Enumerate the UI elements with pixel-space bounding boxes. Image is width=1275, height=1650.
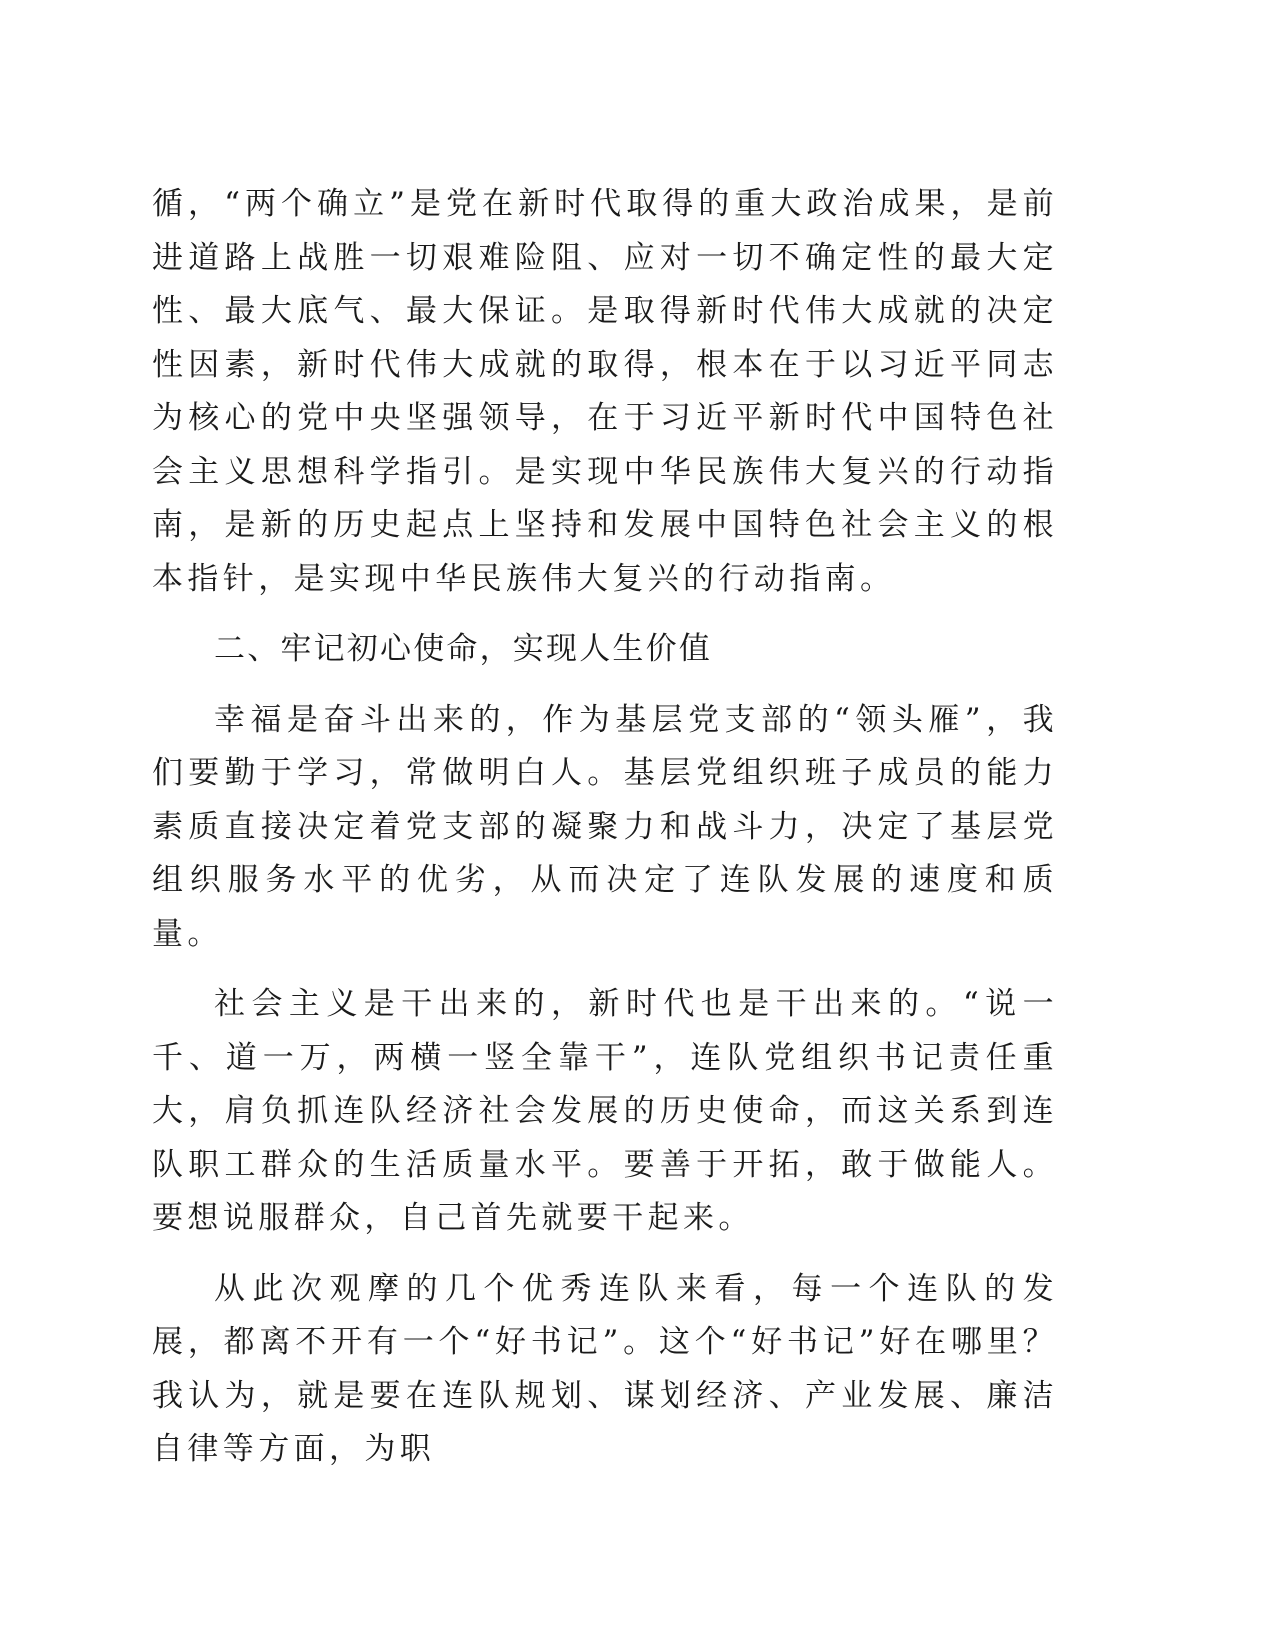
paragraph: 社会主义是干出来的，新时代也是干出来的。“说一千、道一万，两横一竖全靠干”，连队党组织书记责任重大，肩负抓连队经济社会发展的历史使命，而这关系到连队职工群众的生活质量水平。要善于开拓，敢于做能人。要想说服群众，自己首先就要干起来。 [152, 986, 1058, 1236]
section-heading: 二、牢记初心使命，实现人生价值 [214, 631, 712, 667]
paragraph: 从此次观摩的几个优秀连队来看，每一个连队的发展，都离不开有一个“好书记”。这个“好书记”好在哪里？我认为，就是要在连队规划、谋划经济、产业发展、廉洁自律等方面，为职 [152, 1270, 1058, 1467]
paragraph: 幸福是奋斗出来的，作为基层党支部的“领头雁”，我们要勤于学习，常做明白人。基层党组织班子成员的能力素质直接决定着党支部的凝聚力和战斗力，决定了基层党组织服务水平的优劣，从而决定了连队发展的速度和质量。 [152, 701, 1058, 952]
document-body [152, 178, 1058, 1494]
paragraph-continuation: 循，“两个确立”是党在新时代取得的重大政治成果，是前进道路上战胜一切艰难险阻、应对一切不确定性的最大定性、最大底气、最大保证。是取得新时代伟大成就的决定性因素，新时代伟大成就的取得，根本在于以习近平同志为核心的党中央坚强领导，在于习近平新时代中国特色社会主义思想科学指引。是实现中华民族伟大复兴的行动指南，是新的历史起点上坚持和发展中国特色社会主义的根本指针，是实现中华民族伟大复兴的行动指南。 [152, 186, 1058, 597]
